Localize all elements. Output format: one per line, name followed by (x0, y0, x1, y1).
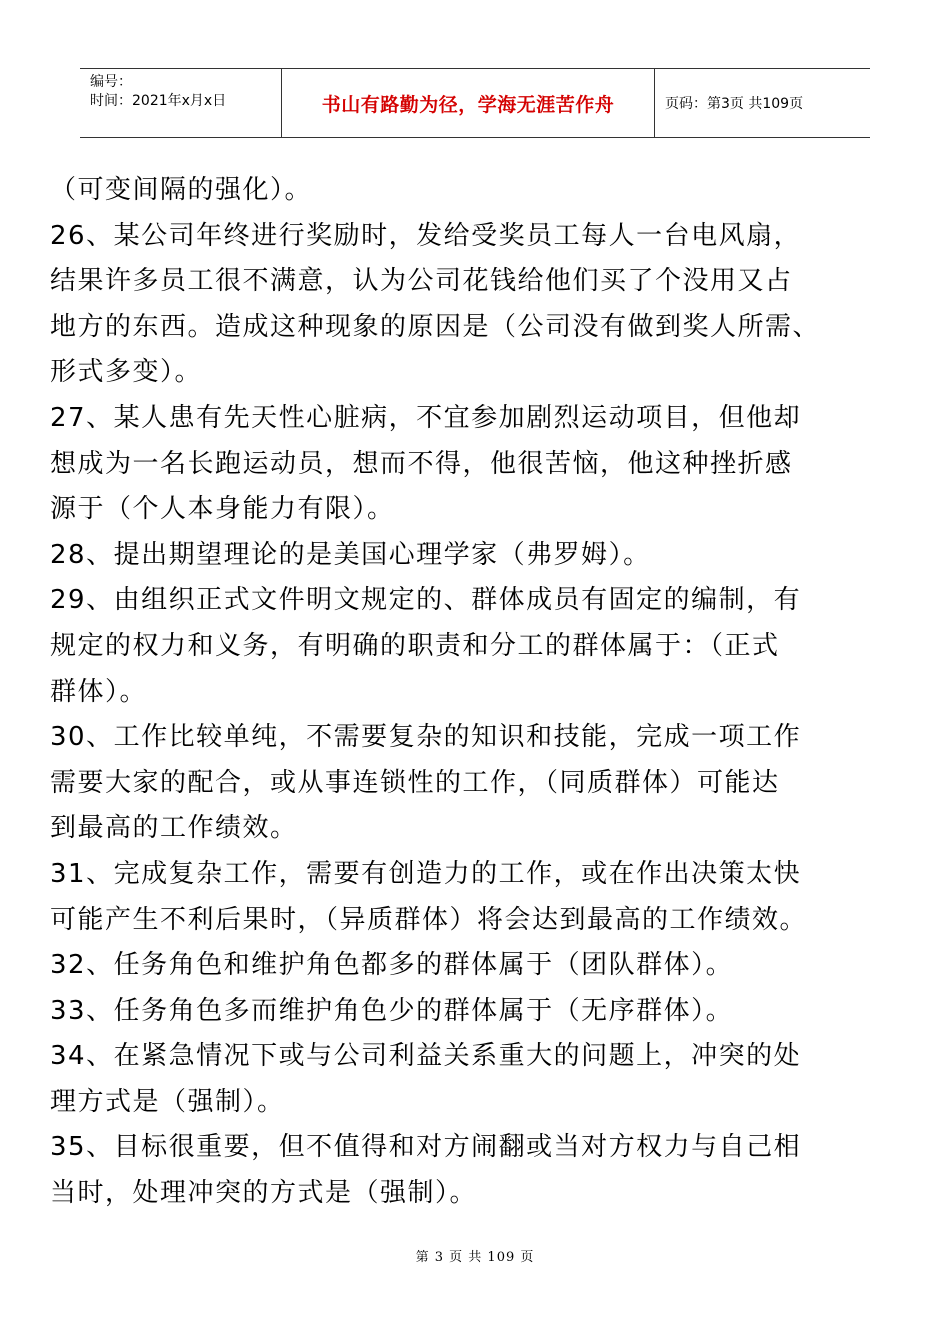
document-body (50, 168, 910, 1217)
text-line: 需要大家的配合，或从事连锁性的工作，（同质群体）可能达 (50, 767, 780, 798)
text-line: 想成为一名长跑运动员，想而不得，他很苦恼，他这种挫折感 (50, 448, 793, 479)
page-header (80, 68, 870, 138)
text-line: 可能产生不利后果时，（异质群体）将会达到最高的工作绩效。 (50, 904, 808, 935)
text-line: 35、目标很重要，但不值得和对方闹翻或当对方权力与自己相 (50, 1132, 802, 1163)
text-line: 到最高的工作绩效。 (50, 813, 298, 844)
text-line: 地方的东西。造成这种现象的原因是（公司没有做到奖人所需、 (50, 311, 821, 342)
text-line: 源于（个人本身能力有限）。 (50, 494, 395, 525)
text-line: 理方式是（强制）。 (50, 1086, 285, 1117)
text-line: 形式多变）。 (50, 357, 203, 388)
text-line: 29、由组织正式文件明文规定的、群体成员有固定的编制，有 (50, 585, 802, 616)
text-line: 28、提出期望理论的是美国心理学家（弗罗姆）。 (50, 539, 651, 570)
text-line: 27、某人患有先天性心脏病，不宜参加剧烈运动项目，但他却 (50, 402, 802, 433)
page-footer: 第 3 页 共 109 页 (415, 1250, 535, 1265)
text-line: 规定的权力和义务，有明确的职责和分工的群体属于：（正式 (50, 630, 780, 661)
text-line: 31、完成复杂工作，需要有创造力的工作，或在作出决策太快 (50, 858, 802, 889)
header-motto: 书山有路勤为径，学海无涯苦作舟 (281, 69, 655, 137)
text-line: （可变间隔的强化）。 (50, 175, 313, 205)
header-page-info: 页码：第3页 共109页 (665, 96, 804, 112)
text-line: 34、在紧急情况下或与公司利益关系重大的问题上，冲突的处 (50, 1041, 802, 1072)
header-meta (80, 69, 281, 137)
document-number-label: 编号： (90, 74, 132, 90)
text-line: 32、任务角色和维护角色都多的群体属于（团队群体）。 (50, 950, 734, 981)
text-line: 26、某公司年终进行奖励时，发给受奖员工每人一台电风扇， (50, 220, 802, 251)
text-line: 群体）。 (50, 676, 148, 707)
text-line: 当时，处理冲突的方式是（强制）。 (50, 1178, 478, 1209)
text-line: 结果许多员工很不满意，认为公司花钱给他们买了个没用又占 (50, 266, 793, 297)
document-time-label: 时间：2021年x月x日 (90, 93, 227, 109)
text-line: 33、任务角色多而维护角色少的群体属于（无序群体）。 (50, 995, 734, 1026)
text-line: 30、工作比较单纯，不需要复杂的知识和技能，完成一项工作 (50, 722, 802, 753)
